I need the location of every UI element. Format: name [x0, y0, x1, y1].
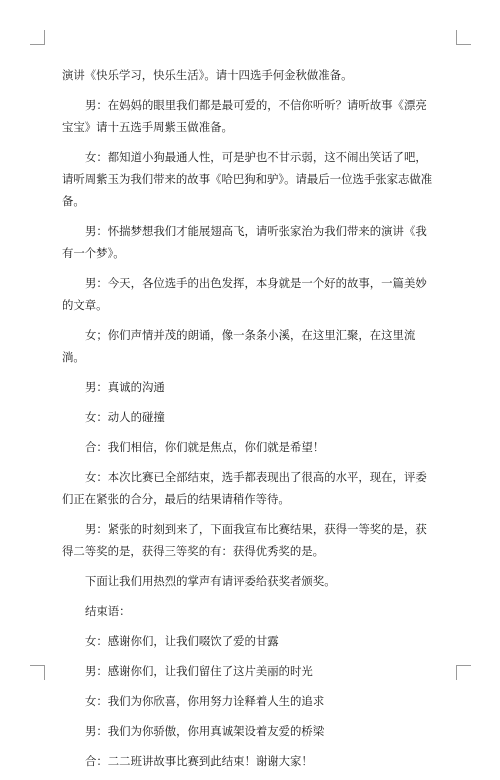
- document-body: [62, 64, 437, 780]
- paragraph: 男：怀揣梦想我们才能展翅高飞，请听张家治为我们带来的演讲《我有一个梦》。: [62, 224, 427, 260]
- paragraph: 女：我们为你欣喜，你用努力诠释着人生的追求: [85, 694, 325, 708]
- paragraph: 演讲《快乐学习，快乐生活》。请十四选手何金秋做准备。: [62, 68, 353, 82]
- paragraph: 女：动人的碰撞: [85, 410, 165, 424]
- paragraph: 下面让我们用热烈的掌声有请评委给获奖者颁奖。: [85, 574, 336, 588]
- paragraph: 男：真诚的沟通: [85, 380, 165, 394]
- paragraph: 合：二二班讲故事比赛到此结束！谢谢大家！: [85, 754, 313, 768]
- crop-mark-top-right: [456, 30, 471, 45]
- paragraph: 女；你们声情并茂的朗诵，像一条条小溪，在这里汇聚，在这里流淌。: [62, 328, 416, 364]
- paragraph: 男：今天，各位选手的出色发挥，本身就是一个好的故事，一篇美妙的文章。: [62, 276, 427, 312]
- crop-mark-bottom-right: [456, 665, 471, 680]
- paragraph: 结束语：: [85, 604, 131, 618]
- paragraph: 男：紧张的时刻到来了，下面我宣布比赛结果，获得一等奖的是，获得二等奖的是，获得三等奖的有：获得优秀奖的是。: [62, 522, 427, 558]
- crop-mark-top-left: [30, 30, 45, 45]
- paragraph: 女：感谢你们，让我们啜饮了爱的甘露: [85, 634, 279, 648]
- crop-mark-bottom-left: [30, 665, 45, 680]
- paragraph: 男：在妈妈的眼里我们都是最可爱的，不信你听听？请听故事《漂亮宝宝》请十五选手周紫玉做准备。: [62, 98, 427, 134]
- paragraph: 女：都知道小狗最通人性，可是驴也不甘示弱，这不闹出笑话了吧，请听周紫玉为我们带来的故事《哈巴狗和驴》。请最后一位选手张家志做准备。: [62, 150, 433, 208]
- paragraph: 男：我们为你骄傲，你用真诚架设着友爱的桥梁: [85, 724, 325, 738]
- paragraph: 合：我们相信，你们就是焦点，你们就是希望！: [85, 440, 325, 454]
- paragraph: 男：感谢你们，让我们留住了这片美丽的时光: [85, 664, 313, 678]
- paragraph: 女：本次比赛已全部结束，选手都表现出了很高的水平，现在，评委们正在紧张的合分，最后的结果请稍作等待。: [62, 470, 427, 506]
